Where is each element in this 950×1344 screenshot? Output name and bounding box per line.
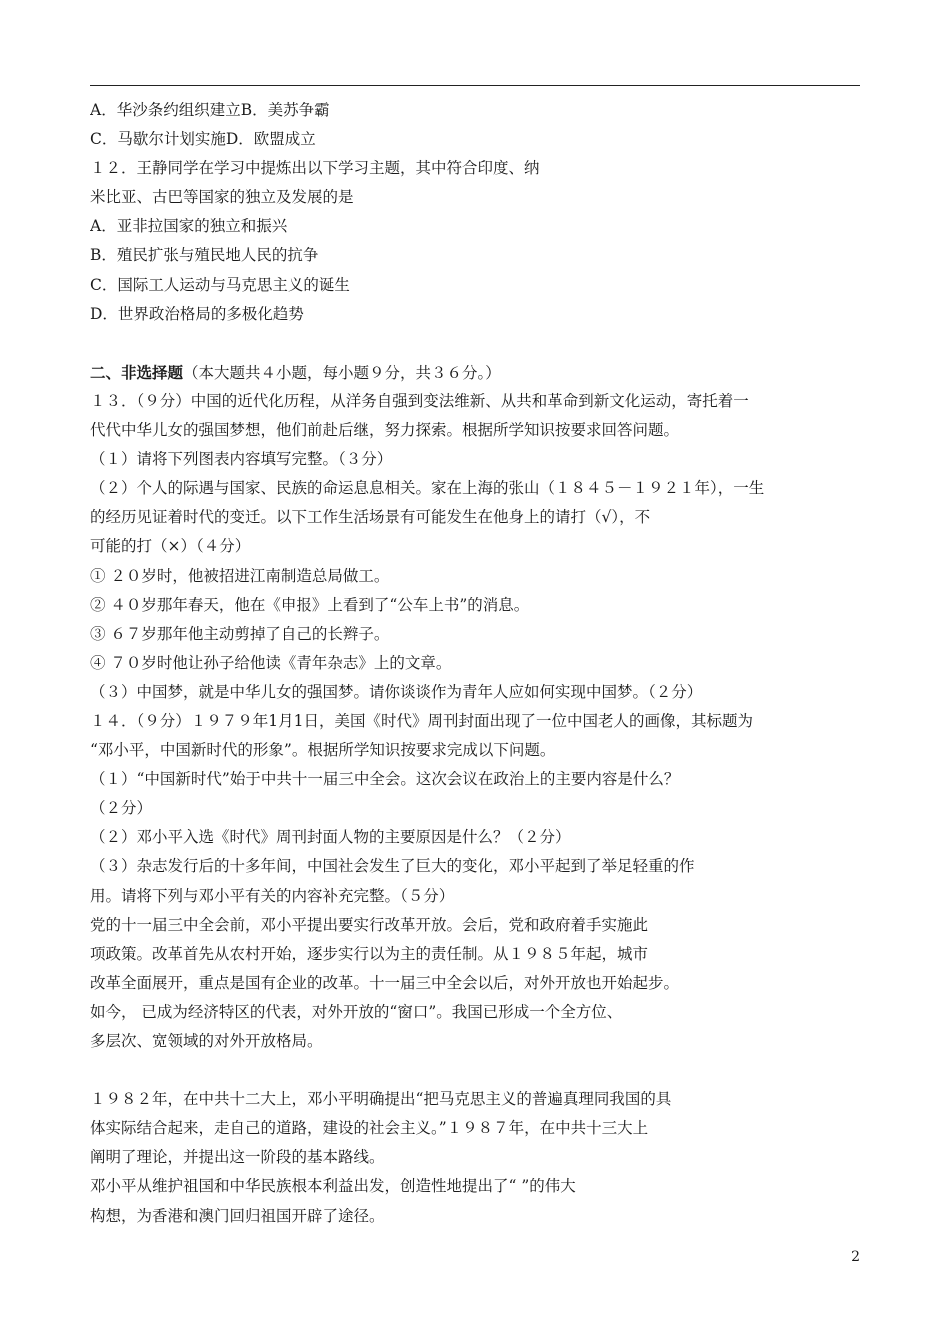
q13-line: 可能的打（×）（４分）	[90, 537, 251, 556]
q14-passage-line: 党的十一届三中全会前，邓小平提出要实行改革开放。会后，党和政府着手实施此	[90, 915, 649, 934]
q13-item: ④ ７０岁时他让孙子给他读《青年杂志》上的文章。	[90, 653, 452, 672]
q13-line: １３．（９分）中国的近代化历程，从洋务自强到变法维新、从共和革命到新文化运动，寄托着一	[90, 391, 749, 410]
page-number: 2	[851, 1249, 860, 1265]
q13-item: ② ４０岁那年春天，他在《申报》上看到了“公车上书”的消息。	[90, 595, 530, 614]
q11-option-line: C．马歇尔计划实施D．欧盟成立	[90, 130, 316, 149]
q13-item: ① ２０岁时，他被招进江南制造总局做工。	[90, 566, 390, 585]
q14-line: （２分）	[90, 799, 153, 818]
q14-line: （１）“中国新时代”始于中共十一届三中全会。这次会议在政治上的主要内容是什么？	[90, 770, 680, 789]
q13-line: （３）中国梦，就是中华儿女的强国梦。请你谈谈作为青年人应如何实现中国梦。（２分）	[90, 682, 703, 701]
q14-passage-line: 项政策。改革首先从农村开始，逐步实行以为主的责任制。从１９８５年起，城市	[90, 944, 649, 963]
document-body	[90, 96, 860, 1231]
q12-stem-line: １２．王静同学在学习中提炼出以下学习主题，其中符合印度、纳	[90, 159, 540, 178]
q13-line: （１）请将下列图表内容填写完整。（３分）	[90, 450, 393, 469]
header-rule	[90, 85, 860, 86]
q12-option-b: B．殖民扩张与殖民地人民的抗争	[90, 246, 319, 265]
spacer	[90, 329, 860, 358]
q11-option-line: A．华沙条约组织建立B．美苏争霸	[90, 101, 330, 119]
q14-line: （２）邓小平入选《时代》周刊封面人物的主要原因是什么？（２分）	[90, 828, 571, 847]
spacer	[90, 1056, 860, 1085]
q13-item: ③ ６７岁那年他主动剪掉了自己的长辫子。	[90, 624, 390, 643]
q12-option-a: A．亚非拉国家的独立和振兴	[90, 217, 288, 236]
section-note: （本大题共４小题，每小题９分，共３６分。）	[183, 363, 501, 382]
q14-passage-line: 多层次、宽领域的对外开放格局。	[90, 1032, 323, 1050]
q14-line: （３）杂志发行后的十多年间，中国社会发生了巨大的变化，邓小平起到了举足轻重的作	[90, 857, 695, 876]
q13-line: 的经历见证着时代的变迁。以下工作生活场景有可能发生在他身上的请打（√），不	[90, 508, 651, 527]
section-title: 二、非选择题	[90, 362, 184, 382]
q13-line: （２）个人的际遇与国家、民族的命运息息相关。家在上海的张山（１８４５－１９２１年），一生	[90, 479, 765, 498]
q14-passage-line: 体实际结合起来，走自己的道路，建设的社会主义。”１９８７年，在中共十三大上	[90, 1119, 649, 1138]
q14-passage-line: 邓小平从维护祖国和中华民族根本利益出发，创造性地提出了“ ”的伟大	[90, 1177, 576, 1196]
q14-passage-line: 如今， 已成为经济特区的代表，对外开放的“窗口”。我国已形成一个全方位、	[90, 1002, 623, 1021]
q12-stem-line: 米比亚、古巴等国家的独立及发展的是	[90, 188, 354, 207]
q14-passage-line: 阐明了理论，并提出这一阶段的基本路线。	[90, 1148, 385, 1167]
q12-option-c: C．国际工人运动与马克思主义的诞生	[90, 275, 350, 294]
q14-passage-line: 改革全面展开，重点是国有企业的改革。十一届三中全会以后，对外开放也开始起步。	[90, 973, 680, 992]
q12-option-d: D．世界政治格局的多极化趋势	[90, 304, 304, 323]
q14-line: “邓小平，中国新时代的形象”。根据所学知识按要求完成以下问题。	[90, 741, 556, 760]
q14-passage-line: 构想，为香港和澳门回归祖国开辟了途径。	[90, 1206, 385, 1225]
section-heading	[90, 358, 860, 387]
q14-passage-line: １９８２年，在中共十二大上，邓小平明确提出“把马克思主义的普遍真理同我国的具	[90, 1090, 672, 1109]
q14-line: １４．（９分）１９７９年1月1日，美国《时代》周刊封面出现了一位中国老人的画像，其标题为	[90, 711, 753, 730]
q14-line: 用。请将下列与邓小平有关的内容补充完整。（５分）	[90, 886, 455, 905]
q13-line: 代代中华儿女的强国梦想，他们前赴后继，努力探索。根据所学知识按要求回答问题。	[90, 421, 680, 440]
